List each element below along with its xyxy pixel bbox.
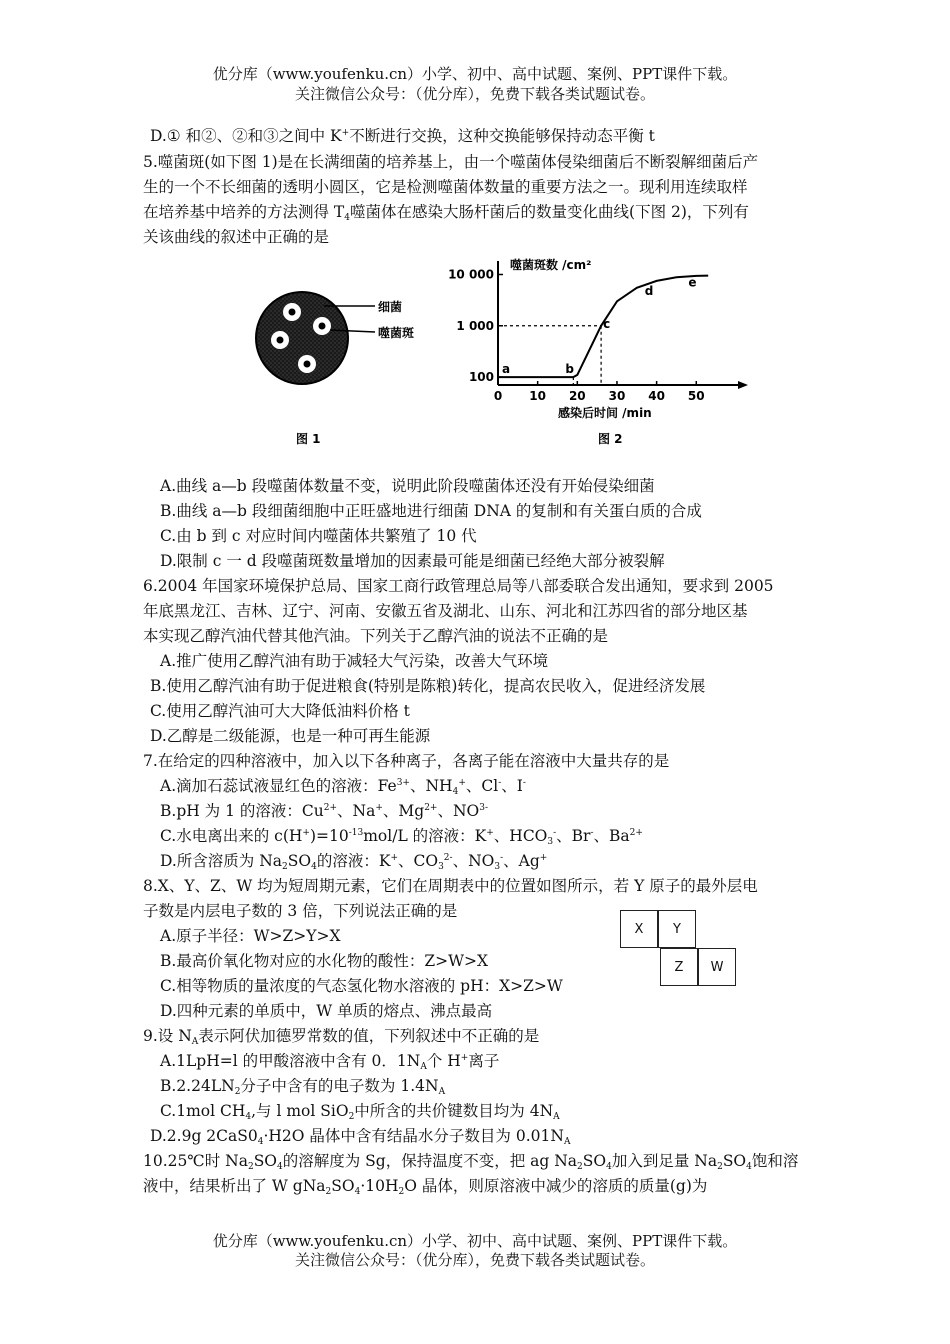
q7-option-d: D.所含溶质为 $Na_2SO_4$的溶液：K+、$CO_3^{2-}$、$NO_3^-$、Ag+ xyxy=(160,852,548,872)
x-axis-arrow xyxy=(738,381,748,389)
plaque xyxy=(271,331,289,349)
page-footer-line2: 关注微信公众号：（优分库），免费下载各类试题试卷。 xyxy=(294,1251,655,1269)
q5-stem-line1: 5.噬菌斑(如下图 1)是在长满细菌的培养基上，由一个噬菌体侵染细菌后不断裂解细菌后产 xyxy=(143,153,759,171)
q5-stem-line2: 生的一个不长细菌的透明小圆区，它是检测噬菌体数量的重要方法之一。现利用连续取样 xyxy=(143,178,748,196)
q8-option-a: A.原子半径：W>Z>Y>X xyxy=(160,927,341,945)
q9-option-b: $B.2.24LN_2$分子中含有的电子数为 $1.4N_A$ xyxy=(160,1077,446,1097)
q5-option-b: B.曲线 a—b 段细菌细胞中正旺盛地进行细菌 DNA 的复制和有关蛋白质的合成 xyxy=(160,502,702,520)
point-label-c: c xyxy=(603,316,611,331)
q10-stem-line1: 10.25℃时 $Na_2SO_4$的溶解度为 Sg，保持温度不变，把 ag $Na_2SO_4$加入到足量 $Na_2SO_4$饱和溶 xyxy=(143,1152,799,1172)
y-tick-label: 10 000 xyxy=(448,267,494,282)
figure-2-caption: 图 2 xyxy=(598,432,623,446)
x-tick-label: 10 xyxy=(529,389,547,403)
q9-option-d: D.2.9g $2CaS0_4\cdot H2O$ 晶体中含有结晶水分子数目为 $0.01N_A$ xyxy=(150,1127,571,1147)
q6-option-c: C.使用乙醇汽油可大大降低油料价格 t xyxy=(150,702,410,720)
page-header-line1: 优分库（www.youfenku.cn）小学、初中、高中试题、案例、PPT课件下载。 xyxy=(212,65,738,83)
figure-2-chart xyxy=(430,255,760,455)
q5-option-d: D.限制 c 一 d 段噬菌斑数量增加的因素最可能是细菌已经绝大部分被裂解 xyxy=(160,552,665,570)
page-footer-line1: 优分库（www.youfenku.cn）小学、初中、高中试题、案例、PPT课件下载。 xyxy=(212,1232,738,1250)
x-tick-label: 50 xyxy=(687,389,705,403)
cell-w: W xyxy=(698,948,736,986)
plaque xyxy=(313,317,331,335)
x-axis-label: 感染后时间 /min xyxy=(558,406,652,420)
q6-stem-line1: 6.2004 年国家环境保护总局、国家工商行政管理总局等八部委联合发出通知，要求到 2005 xyxy=(143,577,774,595)
label-bacteria: 细菌 xyxy=(378,300,403,314)
q5-option-c: C.由 b 到 c 对应时间内噬菌体共繁殖了 10 代 xyxy=(160,527,477,545)
x-tick-label: 20 xyxy=(568,389,586,403)
x-tick-label: 30 xyxy=(608,389,626,403)
point-label-a: a xyxy=(502,362,511,377)
q6-option-a: A.推广使用乙醇汽油有助于减轻大气污染，改善大气环境 xyxy=(160,652,549,670)
q4-option-d: D.① 和②、②和③之间中 K+不断进行交换，这种交换能够保持动态平衡 t xyxy=(150,127,655,145)
q10-stem-line2: 液中，结果析出了 W $gNa_2SO_4\cdot 10H_2O$ 晶体，则原溶液中减少的溶质的质量(g)为 xyxy=(143,1177,708,1197)
y-axis-label: 噬菌斑数 /cm² xyxy=(510,258,592,272)
cell-y: Y xyxy=(658,910,696,948)
q8-option-c: C.相等物质的量浓度的气态氢化物水溶液的 pH：X>Z>W xyxy=(160,977,563,995)
y-tick-label: 1 000 xyxy=(456,318,494,333)
q9-option-a: A.1LpH=l 的甲酸溶液中含有 0．$1N_A$个 H+离子 xyxy=(160,1052,500,1072)
q7-option-b: B.pH 为 1 的溶液：$Cu^{2+}$、Na+、$Mg^{2+}$、$NO^{3-}$ xyxy=(160,802,489,820)
q7-option-c: C.水电离出来的 $c(H^+)=10^{-13}mol/L$ 的溶液：K+、$HCO_3^-$、Br-、$Ba^{2+}$ xyxy=(160,827,643,847)
q6-stem-line2: 年底黑龙江、吉林、辽宁、河南、安徽五省及湖北、山东、河北和江苏四省的部分地区基 xyxy=(143,602,748,620)
label-plaque: 噬菌斑 xyxy=(378,326,415,340)
q6-option-d: D.乙醇是二级能源，也是一种可再生能源 xyxy=(150,727,431,745)
figure-1 xyxy=(250,290,450,450)
point-label-e: e xyxy=(688,275,697,290)
q8-option-d: D.四种元素的单质中，W 单质的熔点、沸点最高 xyxy=(160,1002,493,1020)
x-tick-label: 0 xyxy=(493,389,503,403)
cell-x: X xyxy=(620,910,658,948)
q9-stem: 9.设 $N_A$表示阿伏加德罗常数的值，下列叙述中不正确的是 xyxy=(143,1027,540,1047)
q5-stem-line4: 关该曲线的叙述中正确的是 xyxy=(143,228,330,246)
point-label-b: b xyxy=(565,362,574,377)
q8-stem-line2: 子数是内层电子数的 3 倍，下列说法正确的是 xyxy=(143,902,458,920)
q5-stem-line3: 在培养基中培养的方法测得 $T_4$噬菌体在感染大肠杆菌后的数量变化曲线(下图 2)，下列有 xyxy=(143,203,749,223)
point-label-d: d xyxy=(644,284,654,299)
figure-1-caption: 图 1 xyxy=(296,432,321,446)
cell-z: Z xyxy=(660,948,698,986)
plaque xyxy=(283,303,301,321)
y-tick-label: 100 xyxy=(468,370,494,385)
q5-option-a: A.曲线 a—b 段噬菌体数量不变，说明此阶段噬菌体还没有开始侵染细菌 xyxy=(160,477,655,495)
q8-option-b: B.最高价氧化物对应的水化物的酸性：Z>W>X xyxy=(160,952,489,970)
q7-option-a: A.滴加石蕊试液显红色的溶液：$Fe^{3+}$、$NH_4^+$、Cl-、I- xyxy=(160,777,526,797)
q9-option-c: C.1mol $CH_4$,与 l mol SiO$_2$中所含的共价键数目均为 $4N_A$ xyxy=(160,1102,560,1122)
x-tick-label: 40 xyxy=(648,389,665,403)
page-header-line2: 关注微信公众号：（优分库），免费下载各类试题试卷。 xyxy=(294,85,655,103)
plaque xyxy=(298,355,316,373)
q8-stem-line1: 8.X、Y、Z、W 均为短周期元素，它们在周期表中的位置如图所示，若 Y 原子的最外层电 xyxy=(143,877,758,895)
q7-stem: 7.在给定的四种溶液中，加入以下各种离子，各离子能在溶液中大量共存的是 xyxy=(143,752,670,770)
q6-stem-line3: 本实现乙醇汽油代替其他汽油。下列关于乙醇汽油的说法不正确的是 xyxy=(143,627,609,645)
q6-option-b: B.使用乙醇汽油有助于促进粮食(特别是陈粮)转化，提高农民收入，促进经济发展 xyxy=(150,677,706,695)
